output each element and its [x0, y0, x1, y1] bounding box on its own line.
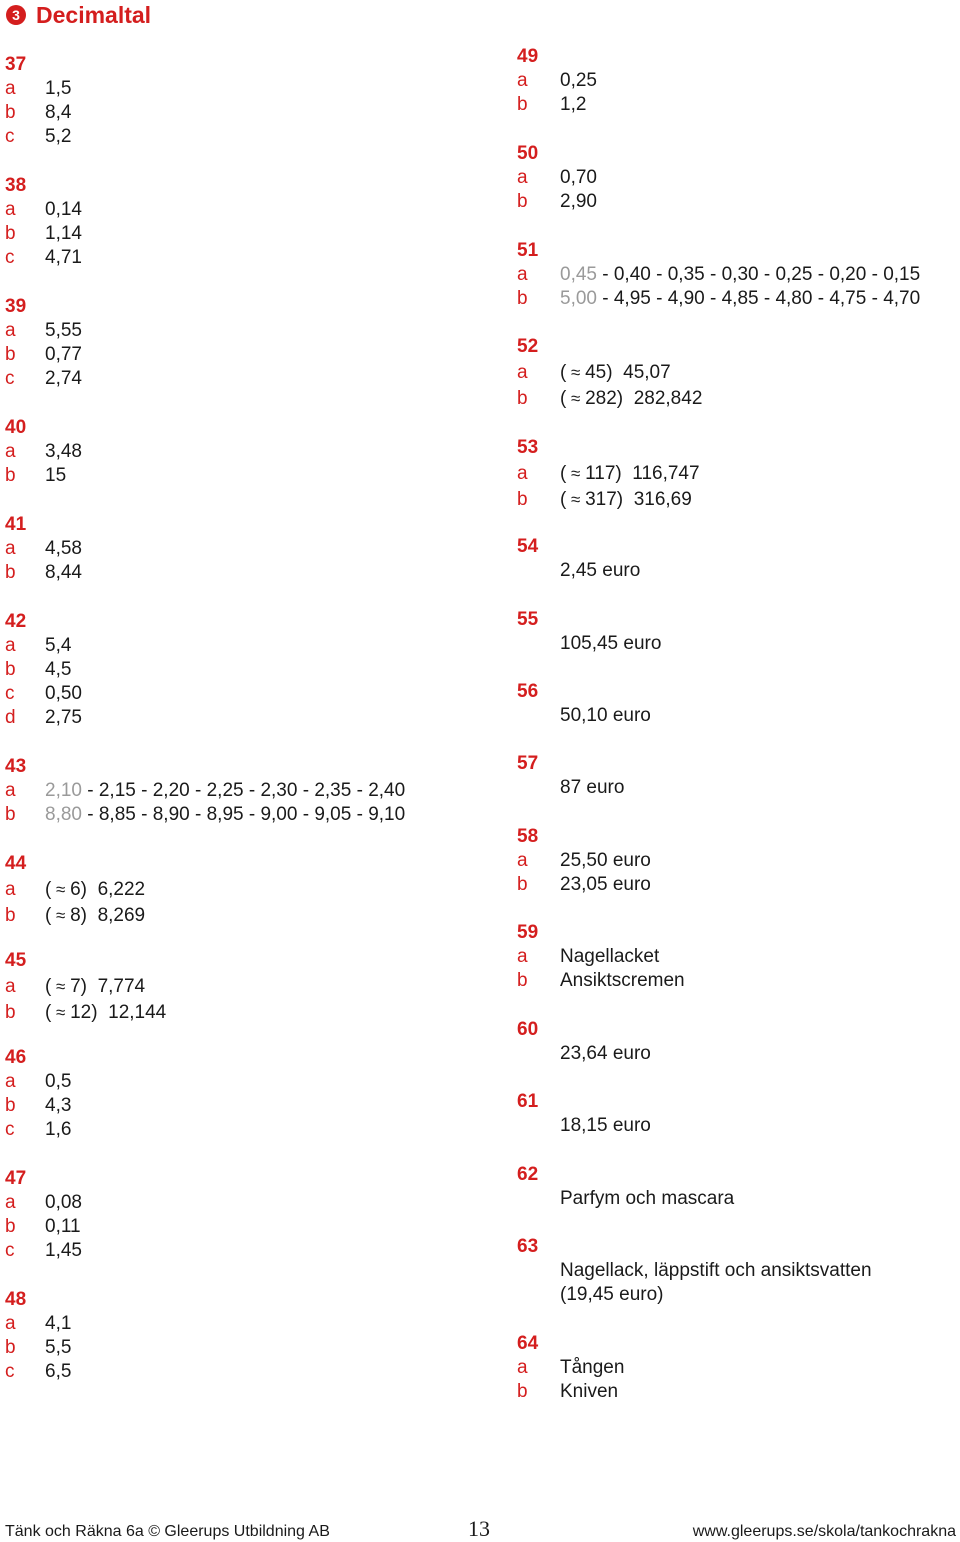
problem-number: 58	[517, 826, 539, 847]
approx-equal-icon: ≈	[51, 1003, 71, 1022]
chapter-number-badge: 3	[6, 5, 26, 25]
answer-label: b	[5, 804, 16, 825]
answer-label: a	[5, 879, 16, 900]
sequence-rest: - 2,15 - 2,20 - 2,25 - 2,30 - 2,35 - 2,40	[81, 780, 406, 801]
problem-number: 51	[517, 240, 539, 261]
answer-value: Ansiktscremen	[560, 970, 685, 991]
approx-equal-icon: ≈	[566, 389, 586, 408]
problem-number: 41	[5, 514, 27, 535]
approx-equal-icon: ≈	[51, 880, 71, 899]
answer-value: 2,75	[45, 707, 82, 728]
estimate-value	[45, 878, 145, 902]
exact-value: 316,69	[633, 489, 692, 510]
exact-value: 45,07	[623, 362, 671, 383]
answer-value: 0,77	[45, 344, 82, 365]
answer-label: a	[517, 70, 528, 91]
answer-label: b	[517, 1381, 528, 1402]
answer-label: a	[517, 463, 528, 484]
answer-value: 15	[45, 465, 67, 486]
sequence-value	[560, 287, 920, 311]
answer-label: b	[5, 465, 16, 486]
answer-label: b	[5, 562, 16, 583]
problem-number: 39	[5, 296, 27, 317]
answer-label: a	[5, 199, 16, 220]
sequence-rest: - 8,85 - 8,90 - 8,95 - 9,00 - 9,05 - 9,10	[81, 804, 406, 825]
answer-label: b	[517, 874, 528, 895]
problem-number: 47	[5, 1168, 27, 1189]
answer-value: 18,15 euro	[560, 1115, 651, 1136]
estimate: 6)	[70, 879, 88, 900]
problem-number: 56	[517, 681, 539, 702]
answer-label: a	[5, 1071, 16, 1092]
estimate-value	[45, 975, 145, 999]
answer-value: 50,10 euro	[560, 705, 651, 726]
paren-open: (	[560, 362, 567, 383]
estimate: 282)	[585, 388, 624, 409]
estimate: 12)	[70, 1002, 98, 1023]
answer-label: b	[5, 1216, 16, 1237]
problem-number: 61	[517, 1091, 539, 1112]
answer-value: 1,2	[560, 94, 587, 115]
problem-number: 48	[5, 1289, 27, 1310]
answer-label: c	[5, 683, 15, 704]
answer-label: a	[5, 78, 16, 99]
answer-label: b	[5, 223, 16, 244]
answer-value: 0,08	[45, 1192, 82, 1213]
answer-value: 8,44	[45, 562, 82, 583]
paren-open: (	[45, 879, 52, 900]
sequence-value	[45, 779, 405, 803]
answer-value: 3,48	[45, 441, 82, 462]
answer-label: c	[5, 1361, 15, 1382]
problem-number: 62	[517, 1164, 539, 1185]
estimate-value	[45, 904, 145, 928]
paren-open: (	[560, 463, 567, 484]
answer-value: 0,14	[45, 199, 82, 220]
answer-value: 6,5	[45, 1361, 72, 1382]
approx-equal-icon: ≈	[51, 977, 71, 996]
problem-number: 55	[517, 609, 539, 630]
exact-value: 282,842	[633, 388, 703, 409]
answer-value: 5,55	[45, 320, 82, 341]
answer-value: Tången	[560, 1357, 625, 1378]
footer-copyright: Tänk och Räkna 6a © Gleerups Utbildning AB	[5, 1523, 330, 1540]
problem-number: 54	[517, 536, 539, 557]
answer-label: a	[5, 320, 16, 341]
answer-value: Parfym och mascara	[560, 1188, 735, 1209]
approx-equal-icon: ≈	[51, 906, 71, 925]
estimate-value	[560, 361, 671, 385]
problem-number: 46	[5, 1047, 27, 1068]
answer-value: 5,4	[45, 635, 72, 656]
answer-value: 4,3	[45, 1095, 72, 1116]
problem-number: 60	[517, 1019, 539, 1040]
sequence-start: 0,45	[560, 264, 597, 285]
answer-label: c	[5, 247, 15, 268]
answer-label: b	[517, 94, 528, 115]
answer-value: (19,45 euro)	[560, 1284, 664, 1305]
estimate: 8)	[70, 905, 88, 926]
answer-label: c	[5, 126, 15, 147]
answer-label: b	[5, 1002, 16, 1023]
answer-value: 5,5	[45, 1337, 72, 1358]
problem-number: 37	[5, 54, 27, 75]
answer-value: 1,45	[45, 1240, 82, 1261]
answer-value: 4,5	[45, 659, 72, 680]
exact-value: 116,747	[632, 463, 700, 484]
problem-number: 42	[5, 611, 27, 632]
estimate: 7)	[70, 976, 88, 997]
answer-label: a	[517, 850, 528, 871]
answer-label: a	[5, 635, 16, 656]
answer-value: 4,58	[45, 538, 82, 559]
chapter-title: Decimaltal	[36, 1, 152, 28]
answer-label: b	[517, 489, 528, 510]
answer-label: b	[5, 344, 16, 365]
answer-label: a	[5, 1313, 16, 1334]
answer-label: b	[517, 970, 528, 991]
problem-number: 40	[5, 417, 27, 438]
answer-label: a	[5, 1192, 16, 1213]
answer-label: d	[5, 707, 16, 728]
problem-number: 57	[517, 753, 539, 774]
estimate-value	[45, 1001, 166, 1025]
paren-open: (	[45, 1002, 52, 1023]
estimate: 317)	[585, 489, 624, 510]
answer-value: 0,25	[560, 70, 597, 91]
paren-open: (	[45, 976, 52, 997]
answer-label: a	[517, 1357, 528, 1378]
estimate-value	[560, 488, 692, 512]
answer-label: b	[5, 102, 16, 123]
answer-label: c	[5, 368, 15, 389]
sequence-rest: - 4,95 - 4,90 - 4,85 - 4,80 - 4,75 - 4,70	[596, 288, 921, 309]
sequence-start: 8,80	[45, 804, 82, 825]
sequence-value	[560, 263, 920, 287]
answer-value: Kniven	[560, 1381, 619, 1402]
answer-label: a	[517, 946, 528, 967]
answer-value: 2,74	[45, 368, 82, 389]
answer-label: b	[5, 1337, 16, 1358]
estimate: 117)	[585, 463, 622, 484]
answer-value: 23,05 euro	[560, 874, 651, 895]
answer-value: 2,45 euro	[560, 560, 641, 581]
problem-number: 52	[517, 336, 539, 357]
problem-number: 45	[5, 950, 27, 971]
exact-value: 6,222	[97, 879, 146, 900]
answer-value: 0,11	[45, 1216, 81, 1237]
exact-value: 7,774	[97, 976, 146, 997]
problem-number: 64	[517, 1333, 539, 1354]
answer-value: 1,5	[45, 78, 72, 99]
answer-value: 0,5	[45, 1071, 72, 1092]
answer-value: 2,90	[560, 191, 597, 212]
answer-label: a	[5, 780, 16, 801]
approx-equal-icon: ≈	[566, 464, 586, 483]
answer-label: b	[517, 191, 528, 212]
answer-label: c	[5, 1240, 15, 1261]
answer-label: b	[517, 388, 528, 409]
sequence-start: 2,10	[45, 780, 82, 801]
answer-label: b	[5, 1095, 16, 1116]
answer-label: a	[517, 167, 528, 188]
answer-label: a	[517, 362, 528, 383]
problem-number: 59	[517, 922, 539, 943]
answer-label: a	[5, 976, 16, 997]
exact-value: 12,144	[108, 1002, 167, 1023]
exact-value: 8,269	[97, 905, 146, 926]
approx-equal-icon: ≈	[566, 490, 586, 509]
answer-label: a	[5, 441, 16, 462]
estimate-value	[560, 462, 700, 486]
problem-number: 50	[517, 143, 539, 164]
answer-value: 4,1	[45, 1313, 72, 1334]
answer-value: 87 euro	[560, 777, 625, 798]
approx-equal-icon: ≈	[566, 363, 586, 382]
page-header	[6, 0, 151, 30]
answer-value: 25,50 euro	[560, 850, 651, 871]
problem-number: 43	[5, 756, 27, 777]
paren-open: (	[45, 905, 52, 926]
answer-value: 23,64 euro	[560, 1043, 651, 1064]
answer-value: 8,4	[45, 102, 72, 123]
answer-value: Nagellack, läppstift och ansiktsvatten	[560, 1260, 872, 1281]
problem-number: 53	[517, 437, 539, 458]
answer-value: 0,50	[45, 683, 82, 704]
answer-value: 5,2	[45, 126, 72, 147]
answer-label: b	[5, 905, 16, 926]
sequence-rest: - 0,40 - 0,35 - 0,30 - 0,25 - 0,20 - 0,15	[596, 264, 921, 285]
answer-value: 1,14	[45, 223, 82, 244]
estimate-value	[560, 387, 702, 411]
answer-value: 1,6	[45, 1119, 72, 1140]
answer-label: c	[5, 1119, 15, 1140]
page-number: 13	[468, 1516, 490, 1541]
problem-number: 38	[5, 175, 27, 196]
answer-value: 105,45 euro	[560, 633, 662, 654]
sequence-start: 5,00	[560, 288, 597, 309]
sequence-value	[45, 803, 405, 827]
answer-value: Nagellacket	[560, 946, 660, 967]
answer-value: 4,71	[45, 247, 82, 268]
problem-number: 44	[5, 853, 27, 874]
answer-label: b	[517, 288, 528, 309]
paren-open: (	[560, 388, 567, 409]
answer-label: a	[517, 264, 528, 285]
answer-label: b	[5, 659, 16, 680]
problem-number: 63	[517, 1236, 539, 1257]
answer-value: 0,70	[560, 167, 597, 188]
footer-url: www.gleerups.se/skola/tankochrakna	[692, 1523, 956, 1540]
page-footer	[0, 1515, 960, 1541]
estimate: 45)	[585, 362, 613, 383]
answer-label: a	[5, 538, 16, 559]
problem-number: 49	[517, 46, 539, 67]
paren-open: (	[560, 489, 567, 510]
